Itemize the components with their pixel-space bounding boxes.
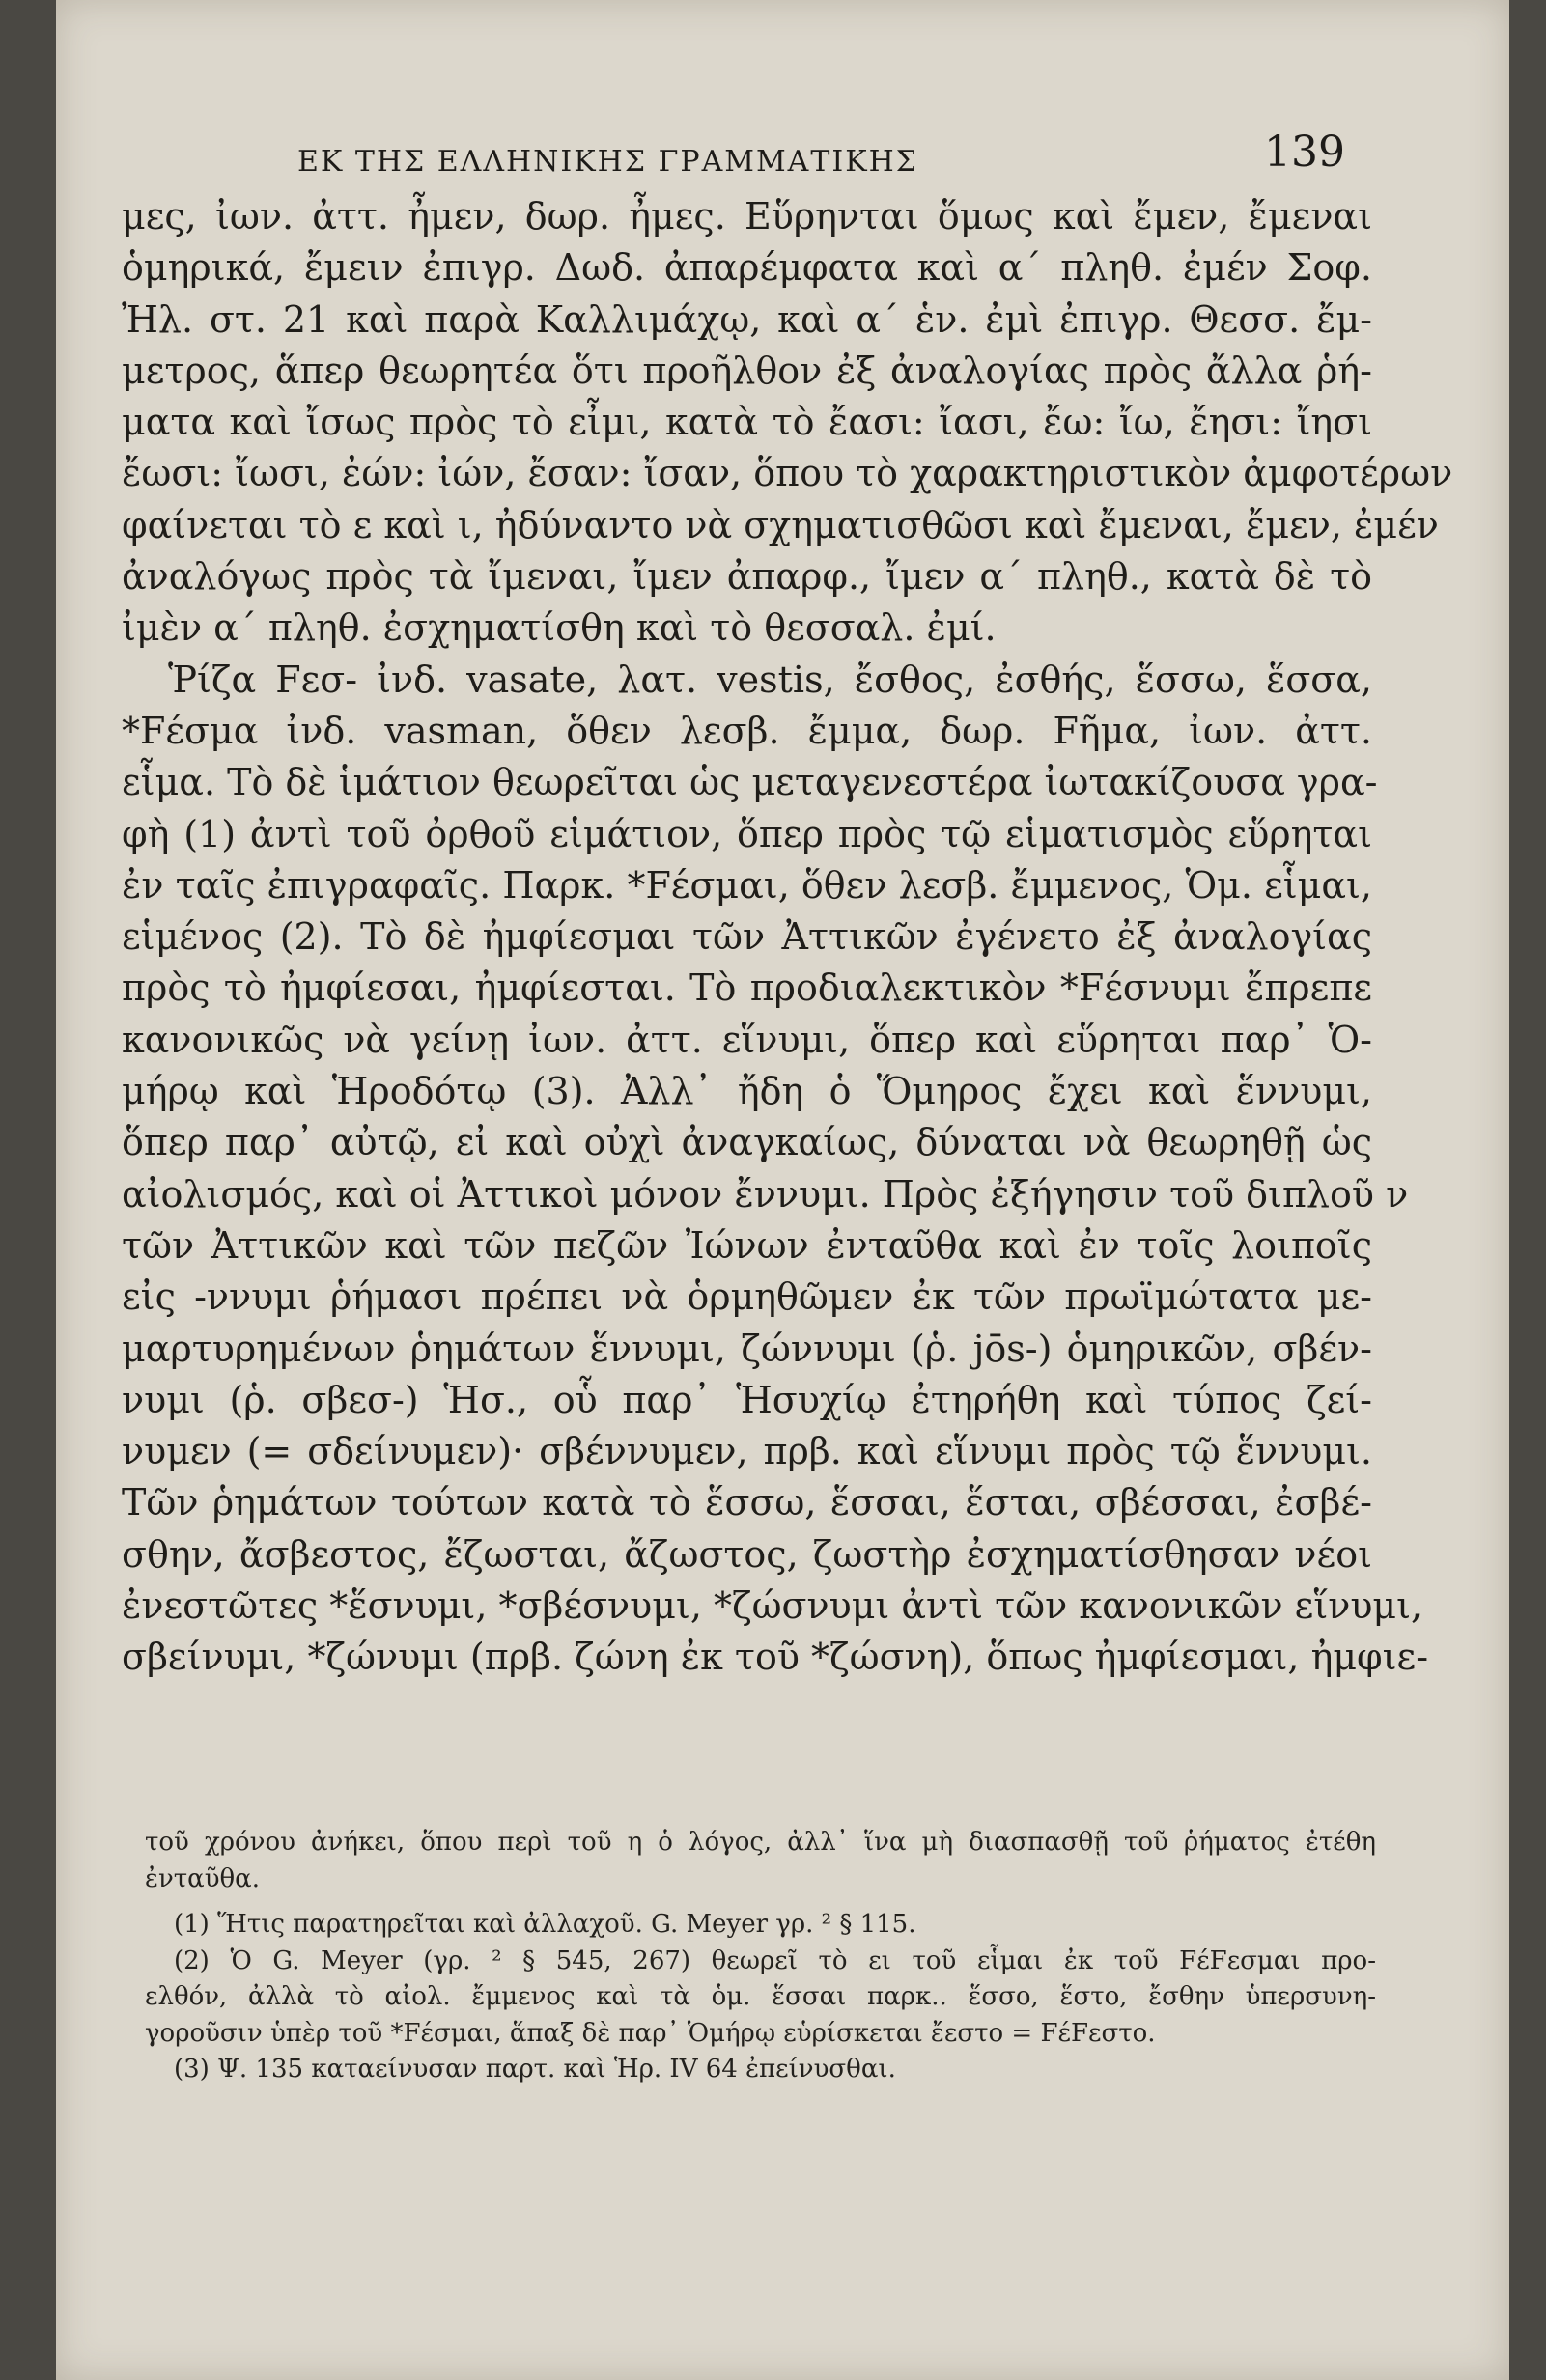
footnote-line: γοροῦσιν ὑπὲρ τοῦ *Fέσμαι, ἅπαξ δὲ παρ᾽ Ὁμήρῳ εὑρίσκεται ἔεστο = FέFεστο. — [145, 2018, 1156, 2048]
text-line: νυμεν (= σδείνυμεν)· σβέννυμεν, πρβ. καὶ εἵνυμι πρὸς τῷ ἕννυμι. — [122, 1430, 1372, 1473]
text-line: μαρτυρημένων ῥημάτων ἕννυμι, ζώννυμι (ῥ. jōs-) ὁμηρικῶν, σβέν- — [122, 1327, 1372, 1370]
text-line: ἀναλόγως πρὸς τὰ ἴμεναι, ἴμεν ἀπαρφ., ἴμεν α΄ πληθ., κατὰ δὲ τὸ — [122, 555, 1372, 599]
text-line: φὴ (1) ἀντὶ τοῦ ὀρθοῦ εἱμάτιον, ὅπερ πρὸς τῷ εἱματισμὸς εὕρηται — [122, 812, 1372, 855]
text-line: ἐν ταῖς ἐπιγραφαῖς. Παρκ. *Fέσμαι, ὅθεν λεσβ. ἔμμενος, Ὁμ. εἷμαι, — [122, 863, 1372, 907]
text-line: αἰολισμός, καὶ οἱ Ἀττικοὶ μόνον ἔννυμι. Πρὸς ἐξήγησιν τοῦ διπλοῦ ν — [122, 1172, 1409, 1216]
footnote-line: ελθόν, ἀλλὰ τὸ αἰολ. ἔμμενος καὶ τὰ ὁμ. ἕσσαι παρκ.. ἕσσο, ἕστο, ἔσθην ὑπερσυνη- — [145, 1982, 1376, 2011]
text-line: μήρῳ καὶ Ἡροδότῳ (3). Ἀλλ᾽ ἤδη ὁ Ὅμηρος ἔχει καὶ ἕννυμι, — [122, 1070, 1372, 1113]
body-text — [122, 191, 1453, 1684]
text-line: σθην, ἄσβεστος, ἔζωσται, ἄζωστος, ζωστὴρ ἐσχηματίσθησαν νέοι — [122, 1532, 1372, 1576]
footnote-line: (2) Ὁ G. Meyer (γρ. ² § 545, 267) θεωρεῖ τὸ ει τοῦ εἷμαι ἐκ τοῦ FέFεσμαι προ- — [174, 1946, 1376, 1975]
text-line: Τῶν ῥημάτων τούτων κατὰ τὸ ἕσσω, ἕσσαι, ἕσται, σβέσσαι, ἐσβέ- — [122, 1481, 1372, 1525]
text-line: τῶν Ἀττικῶν καὶ τῶν πεζῶν Ἰώνων ἐνταῦθα καὶ ἐν τοῖς λοιποῖς — [122, 1223, 1372, 1267]
text-line: πρὸς τὸ ἠμφίεσαι, ἠμφίεσται. Τὸ προδιαλεκτικὸν *Fέσνυμι ἔπρεπε — [122, 966, 1372, 1010]
text-line: φαίνεται τὸ ε καὶ ι, ἠδύναντο νὰ σχηματισθῶσι καὶ ἔμεναι, ἔμεν, ἐμέν — [122, 503, 1439, 546]
text-line: ἰμὲν α΄ πληθ. ἐσχηματίσθη καὶ τὸ θεσσαλ. ἐμί. — [122, 606, 997, 650]
text-line: ματα καὶ ἴσως πρὸς τὸ εἶμι, κατὰ τὸ ἔασι: ἴασι, ἔω: ἴω, ἔησι: ἴησι — [122, 401, 1372, 444]
text-line: εἷμα. Τὸ δὲ ἱμάτιον θεωρεῖται ὡς μεταγενεστέρα ἰωτακίζουσα γρα- — [122, 761, 1378, 804]
footnote-line: τοῦ χρόνου ἀνήκει, ὅπου περὶ τοῦ η ὁ λόγος, ἀλλ᾽ ἵνα μὴ διασπασθῇ τοῦ ῥήματος ἐτέθη — [145, 1828, 1376, 1857]
footnote-line: (1) Ἥτις παρατηρεῖται καὶ ἀλλαχοῦ. G. Meyer γρ. ² § 115. — [174, 1910, 916, 1939]
text-line: νυμι (ῥ. σβεσ-) Ἡσ., οὗ παρ᾽ Ἡσυχίῳ ἐτηρήθη καὶ τύπος ζεί- — [122, 1378, 1372, 1421]
text-line: ὁμηρικά, ἔμειν ἐπιγρ. Δωδ. ἀπαρέμφατα καὶ α΄ πληθ. ἐμέν Σοφ. — [122, 246, 1372, 290]
text-line: μετρος, ἅπερ θεωρητέα ὅτι προῆλθον ἐξ ἀναλογίας πρὸς ἄλλα ῥή- — [122, 349, 1372, 392]
text-line: εἱμένος (2). Τὸ δὲ ἠμφίεσμαι τῶν Ἀττικῶν ἐγένετο ἐξ ἀναλογίας — [122, 915, 1372, 959]
footnotes — [145, 1825, 1376, 2088]
text-line: μες, ἰων. ἀττ. ἦμεν, δωρ. ἦμες. Εὕρηνται ὅμως καὶ ἔμεν, ἔμεναι — [122, 195, 1372, 238]
page-header — [297, 127, 1345, 185]
book-page — [56, 0, 1509, 2380]
footnote-line: ἐνταῦθα. — [145, 1863, 260, 1893]
text-line: κανονικῶς νὰ γείνῃ ἰων. ἀττ. εἵνυμι, ὅπερ καὶ εὕρηται παρ᾽ Ὁ- — [122, 1018, 1372, 1061]
page-number: 139 — [1264, 127, 1345, 177]
text-line: Ῥίζα Fεσ- ἰνδ. vasate, λατ. vestis, ἔσθος, ἐσθής, ἕσσω, ἕσσα, — [168, 658, 1372, 701]
text-line: ὅπερ παρ᾽ αὐτῷ, εἰ καὶ οὐχὶ ἀναγκαίως, δύναται νὰ θεωρηθῇ ὡς — [122, 1121, 1372, 1164]
running-head: ΕΚ ΤΗΣ ΕΛΛΗΝΙΚΗΣ ΓΡΑΜΜΑΤΙΚΗΣ — [297, 145, 918, 179]
text-line: Ἠλ. στ. 21 καὶ παρὰ Καλλιμάχῳ, καὶ α΄ ἑν. ἐμὶ ἐπιγρ. Θεσσ. ἔμ- — [122, 297, 1372, 341]
footnote-line: (3) Ψ. 135 καταείνυσαν παρτ. καὶ Ἡρ. IV 64 ἐπείνυσθαι. — [174, 2055, 896, 2084]
text-line: σβείνυμι, *ζώνυμι (πρβ. ζώνη ἐκ τοῦ *ζώσνη), ὅπως ἠμφίεσμαι, ἠμφιε- — [122, 1636, 1429, 1679]
text-line: ἐνεστῶτες *ἕσνυμι, *σβέσνυμι, *ζώσνυμι ἀντὶ τῶν κανονικῶν εἵνυμι, — [122, 1584, 1423, 1628]
text-line: εἰς -ννυμι ῥήμασι πρέπει νὰ ὁρμηθῶμεν ἐκ τῶν πρωϊμώτατα με- — [122, 1275, 1372, 1319]
text-line: *Fέσμα ἰνδ. vasman, ὅθεν λεσβ. ἔμμα, δωρ. Fῆμα, ἰων. ἀττ. — [122, 709, 1372, 752]
text-line: ἔωσι: ἴωσι, ἐών: ἰών, ἔσαν: ἴσαν, ὅπου τὸ χαρακτηριστικὸν ἀμφοτέρων — [122, 452, 1453, 495]
